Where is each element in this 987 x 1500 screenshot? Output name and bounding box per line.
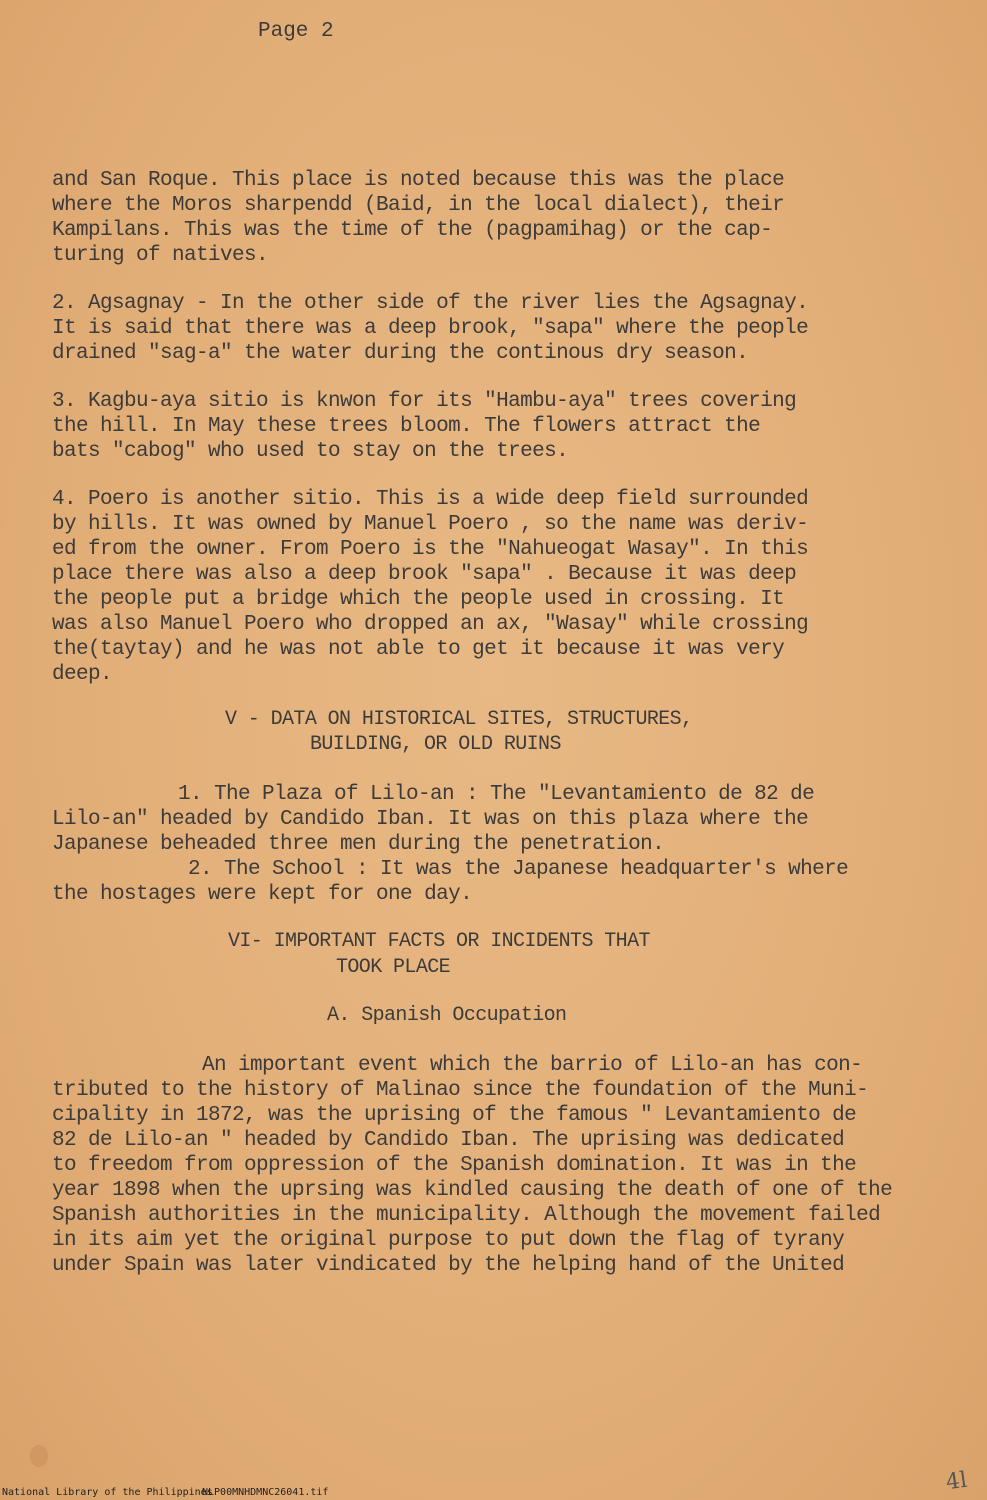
text-line: ed from the owner. From Poero is the "Nahueogat Wasay". In this	[52, 538, 809, 561]
text-line: to freedom from oppression of the Spanish domination. It was in the	[52, 1154, 857, 1177]
text-line: under Spain was later vindicated by the helping hand of the United	[52, 1254, 845, 1277]
text-line: 82 de Lilo-an " headed by Candido Iban. The uprising was dedicated	[52, 1129, 845, 1152]
text-line: Japanese beheaded three men during the penetration.	[52, 833, 665, 856]
text-line: place there was also a deep brook "sapa" . Because it was deep	[52, 563, 797, 586]
section-v-heading: V - DATA ON HISTORICAL SITES, STRUCTURES,	[225, 708, 693, 731]
text-line: the(taytay) and he was not able to get it because it was very	[52, 638, 785, 661]
text-line: Kampilans. This was the time of the (pagpamihag) or the cap-	[52, 219, 773, 242]
subheading-spanish-occupation: A. Spanish Occupation	[327, 1004, 567, 1027]
text-line: It is said that there was a deep brook, "sapa" where the people	[52, 317, 809, 340]
section-v-heading-line2: BUILDING, OR OLD RUINS	[310, 733, 561, 756]
text-line: Spanish authorities in the municipality. Although the movement failed	[52, 1204, 881, 1227]
text-line: 4. Poero is another sitio. This is a wide deep field surrounded	[52, 488, 809, 511]
text-line: tributed to the history of Malinao since the foundation of the Muni-	[52, 1079, 869, 1102]
text-line: Lilo-an" headed by Candido Iban. It was on this plaza where the	[52, 808, 809, 831]
text-line: 3. Kagbu-aya sitio is knwon for its "Hambu-aya" trees covering	[52, 390, 797, 413]
text-line: 2. The School : It was the Japanese headquarter's where	[188, 858, 849, 881]
text-line: where the Moros sharpendd (Baid, in the local dialect), their	[52, 194, 785, 217]
handwritten-initials: 4l	[944, 1467, 969, 1496]
text-line: cipality in 1872, was the uprising of the famous " Levantamiento de	[52, 1104, 857, 1127]
footer-filename: NLP00MNHDMNC26041.tif	[202, 1487, 329, 1498]
text-line: the hostages were kept for one day.	[52, 883, 473, 906]
text-line: was also Manuel Poero who dropped an ax, "Wasay" while crossing	[52, 613, 809, 636]
section-vi-heading-line2: TOOK PLACE	[336, 956, 451, 979]
text-line: An important event which the barrio of Lilo-an has con-	[202, 1054, 863, 1077]
section-vi-heading: VI- IMPORTANT FACTS OR INCIDENTS THAT	[228, 930, 650, 953]
text-line: year 1898 when the uprsing was kindled causing the death of one of the	[52, 1179, 893, 1202]
text-line: deep.	[52, 663, 113, 686]
text-line: the hill. In May these trees bloom. The flowers attract the	[52, 415, 761, 438]
text-line: 1. The Plaza of Lilo-an : The "Levantamiento de 82 de	[178, 783, 815, 806]
text-line: the people put a bridge which the people used in crossing. It	[52, 588, 785, 611]
page-number: Page 2	[258, 20, 334, 43]
text-line: bats "cabog" who used to stay on the trees.	[52, 440, 569, 463]
text-line: 2. Agsagnay - In the other side of the river lies the Agsagnay.	[52, 292, 809, 315]
text-line: drained "sag-a" the water during the continous dry season.	[52, 342, 749, 365]
text-line: turing of natives.	[52, 244, 269, 267]
text-line: by hills. It was owned by Manuel Poero , so the name was deriv-	[52, 513, 809, 536]
text-line: and San Roque. This place is noted because this was the place	[52, 169, 785, 192]
text-line: in its aim yet the original purpose to put down the flag of tyrany	[52, 1229, 845, 1252]
footer-library-name: National Library of the Philippines	[2, 1487, 213, 1498]
